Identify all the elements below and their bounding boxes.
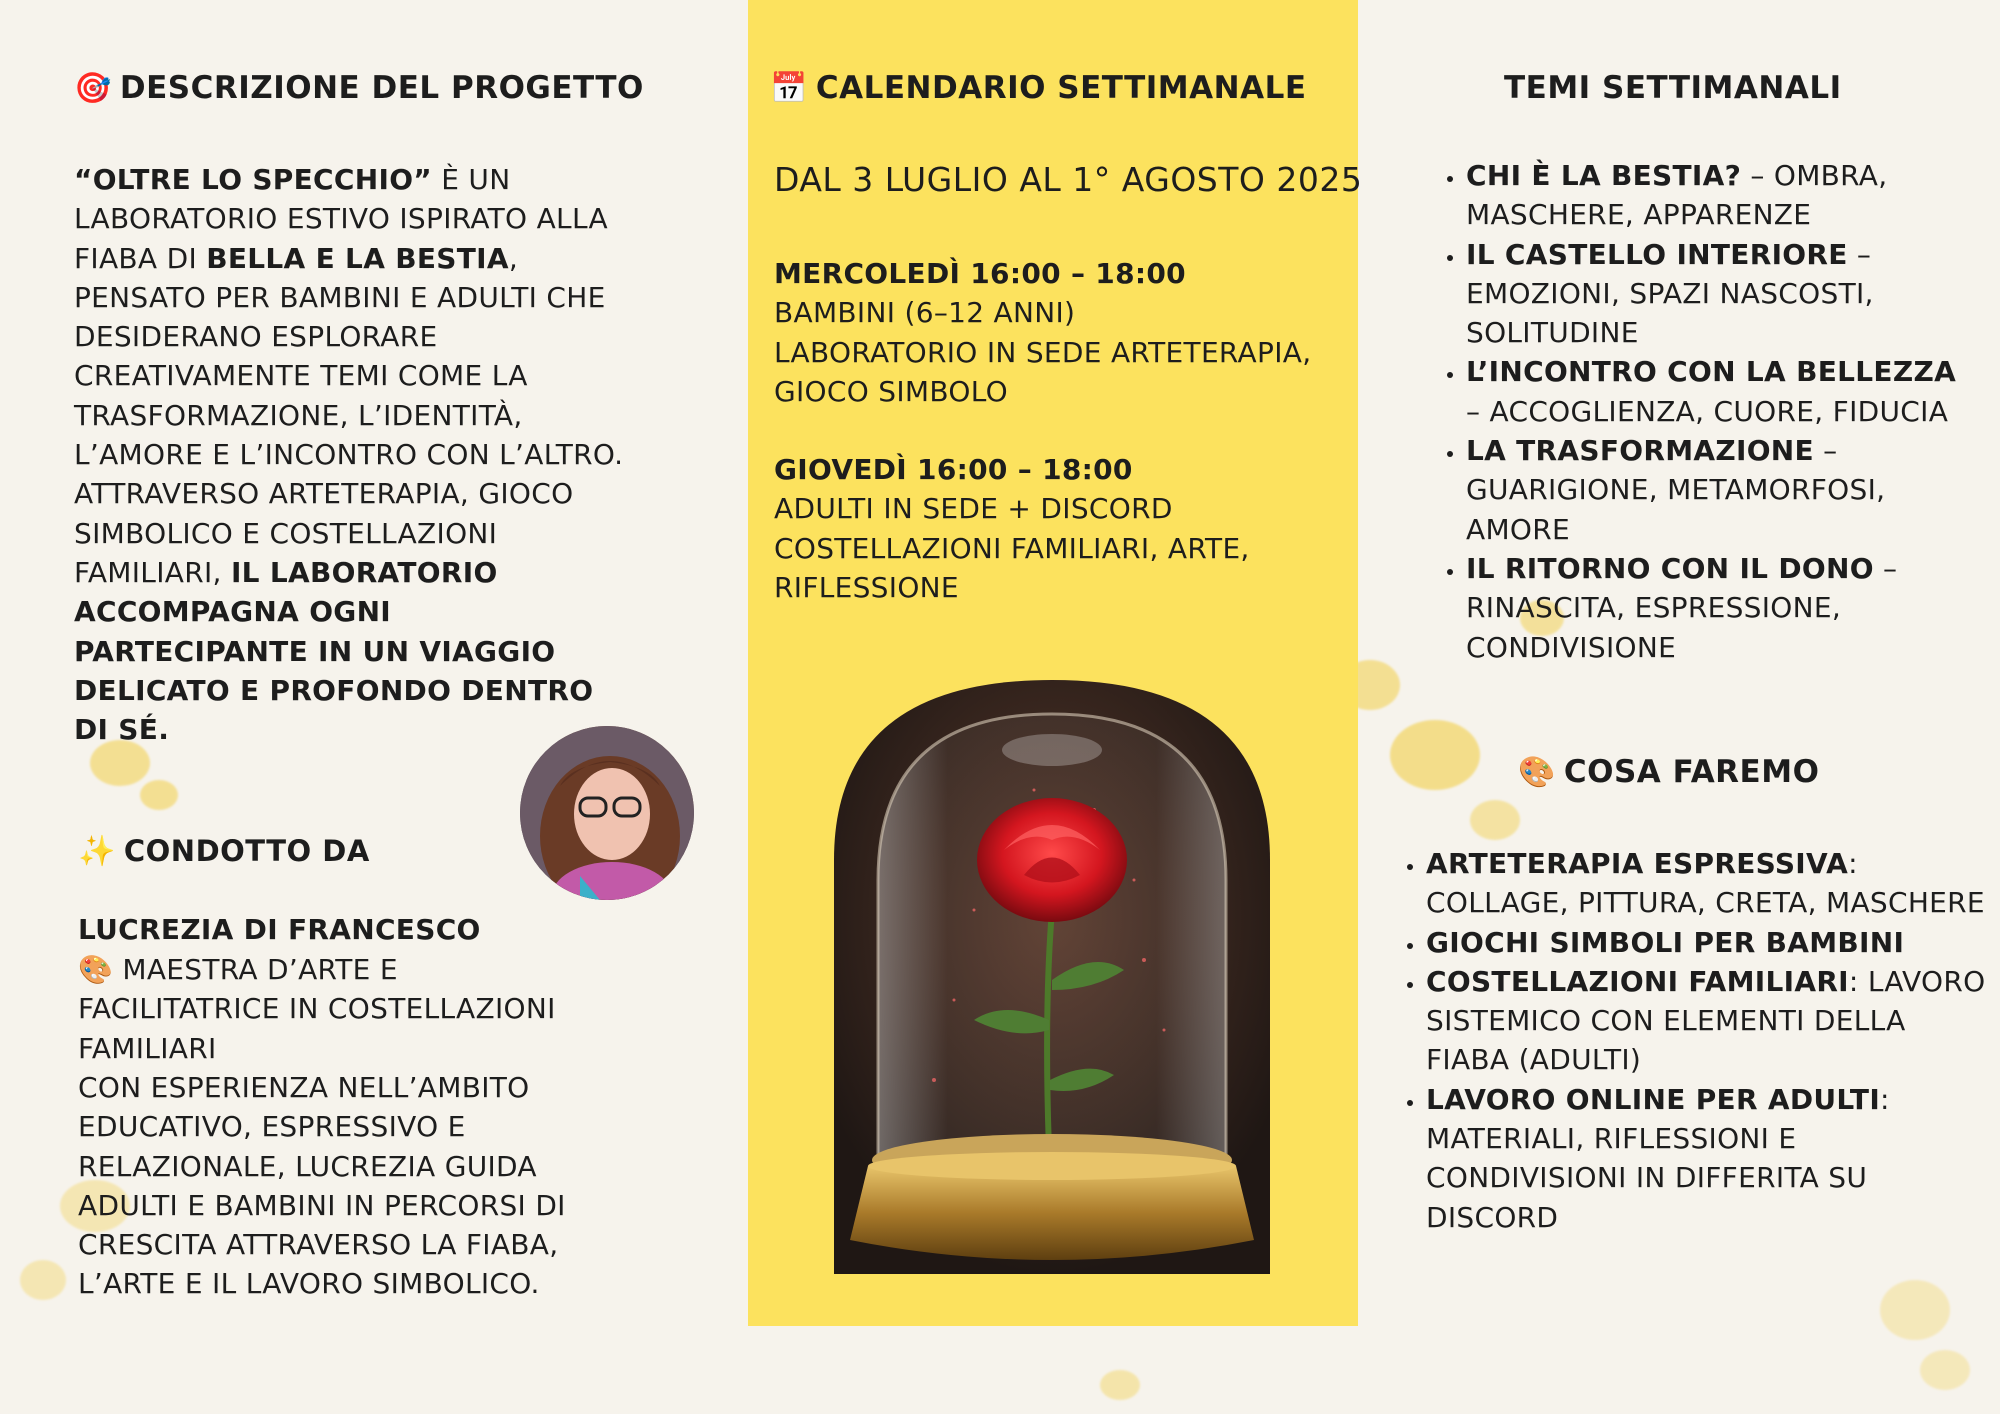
activities-heading: 🎨 COSA FAREMO: [1518, 754, 1820, 790]
list-item-title: LA TRASFORMAZIONE: [1466, 434, 1814, 468]
conductor-avatar: [520, 726, 694, 900]
description-segment: “OLTRE LO SPECCHIO”: [74, 163, 433, 196]
activities-list: [1390, 844, 1986, 1237]
weekly-themes-heading: TEMI SETTIMANALI: [1504, 70, 1842, 106]
target-icon: 🎯: [74, 71, 112, 106]
list-item-description: – RINASCITA, ESPRESSIONE, CONDIVISIONE: [1466, 551, 1898, 664]
palette-icon: 🎨: [1518, 755, 1556, 790]
list-item: [1466, 431, 1966, 549]
rose-bell-jar-image: [834, 680, 1270, 1274]
list-item: [1466, 156, 1966, 235]
list-item: [1466, 549, 1966, 667]
date-range: DAL 3 LUGLIO AL 1° AGOSTO 2025: [774, 160, 1363, 199]
weekly-themes-list: [1430, 156, 1966, 667]
list-item: [1466, 352, 1966, 431]
list-item-title: CHI È LA BESTIA?: [1466, 159, 1742, 192]
project-description-text: [74, 160, 634, 749]
description-segment: È UN LABORATORIO ESTIVO ISPIRATO ALLA FIABA DI: [74, 163, 608, 275]
session-line: BAMBINI (6–12 ANNI): [774, 296, 1076, 330]
session-thursday: [774, 450, 1314, 607]
session-line: LABORATORIO IN SEDE ARTETERAPIA, GIOCO SIMBOLO: [774, 335, 1312, 408]
session-line: ADULTI IN SEDE + DISCORD: [774, 492, 1173, 526]
description-segment: , PENSATO PER BAMBINI E ADULTI CHE DESIDERANO ESPLORARE CREATIVAMENTE TEMI COME LA TRASFORMAZIONE, L’IDENTITÀ, L’AMORE E L’INCONTRO CON L’ALTRO. ATTRAVERSO ARTETERAPIA, GIOCO SIMBOLICO E COSTELLAZIONI FAMILIARI,: [74, 241, 624, 589]
list-item: [1426, 962, 1986, 1080]
calendar-heading: 📅 CALENDARIO SETTIMANALE: [770, 70, 1307, 106]
list-item-title: ARTETERAPIA ESPRESSIVA: [1426, 847, 1849, 880]
list-item-title: L’INCONTRO CON LA BELLEZZA: [1466, 355, 1957, 389]
calendar-icon: 📅: [770, 71, 808, 106]
list-item-description: – GUARIGIONE, METAMORFOSI, AMORE: [1466, 434, 1886, 546]
list-item-title: IL RITORNO CON IL DONO: [1466, 551, 1874, 585]
session-line: COSTELLAZIONI FAMILIARI, ARTE, RIFLESSIONE: [774, 531, 1250, 604]
conducted-by-heading: ✨ CONDOTTO DA: [78, 834, 370, 869]
list-item-title: GIOCHI SIMBOLI PER BAMBINI: [1426, 925, 1905, 959]
list-item-description: : MATERIALI, RIFLESSIONI E CONDIVISIONI IN DIFFERITA SU DISCORD: [1426, 1082, 1890, 1234]
conductor-bio: CON ESPERIENZA NELL’AMBITO EDUCATIVO, ESPRESSIVO E RELAZIONALE, LUCREZIA GUIDA ADULTI E BAMBINI IN PERCORSI DI CRESCITA ATTRAVERSO LA FIABA, L’ARTE E IL LAVORO SIMBOLICO.: [78, 1071, 566, 1301]
session-day-time: MERCOLEDÌ 16:00 – 18:00: [774, 257, 1186, 290]
calendar-panel: [748, 0, 1363, 1326]
list-item-title: COSTELLAZIONI FAMILIARI: [1426, 964, 1849, 998]
list-item: [1426, 844, 1986, 923]
list-item-description: : LAVORO SISTEMICO CON ELEMENTI DELLA FIABA (ADULTI): [1426, 964, 1986, 1077]
list-item-title: IL CASTELLO INTERIORE: [1466, 237, 1848, 271]
sparkles-icon: ✨: [78, 834, 116, 869]
list-item: [1466, 235, 1966, 353]
list-item-description: : COLLAGE, PITTURA, CRETA, MASCHERE: [1426, 847, 1985, 920]
list-item-description: – OMBRA, MASCHERE, APPARENZE: [1466, 159, 1888, 232]
list-item-description: – EMOZIONI, SPAZI NASCOSTI, SOLITUDINE: [1466, 237, 1874, 350]
list-item: [1426, 923, 1986, 962]
list-item-description: – ACCOGLIENZA, CUORE, FIDUCIA: [1466, 394, 1949, 428]
conductor-role: 🎨 MAESTRA D’ARTE E FACILITATRICE IN COSTELLAZIONI FAMILIARI: [78, 953, 556, 1065]
list-item-title: LAVORO ONLINE PER ADULTI: [1426, 1082, 1881, 1116]
conductor-name: LUCREZIA DI FRANCESCO: [78, 913, 481, 946]
session-day-time: GIOVEDÌ 16:00 – 18:00: [774, 453, 1133, 486]
description-segment: BELLA E LA BESTIA: [206, 241, 509, 275]
palette-icon: 🎨: [78, 953, 114, 986]
list-item: [1426, 1080, 1986, 1237]
description-segment: IL LABORATORIO ACCOMPAGNA OGNI PARTECIPANTE IN UN VIAGGIO DELICATO E PROFONDO DENTRO DI SÉ.: [74, 555, 594, 747]
project-description-heading: 🎯 DESCRIZIONE DEL PROGETTO: [74, 70, 644, 106]
session-wednesday: [774, 254, 1334, 411]
